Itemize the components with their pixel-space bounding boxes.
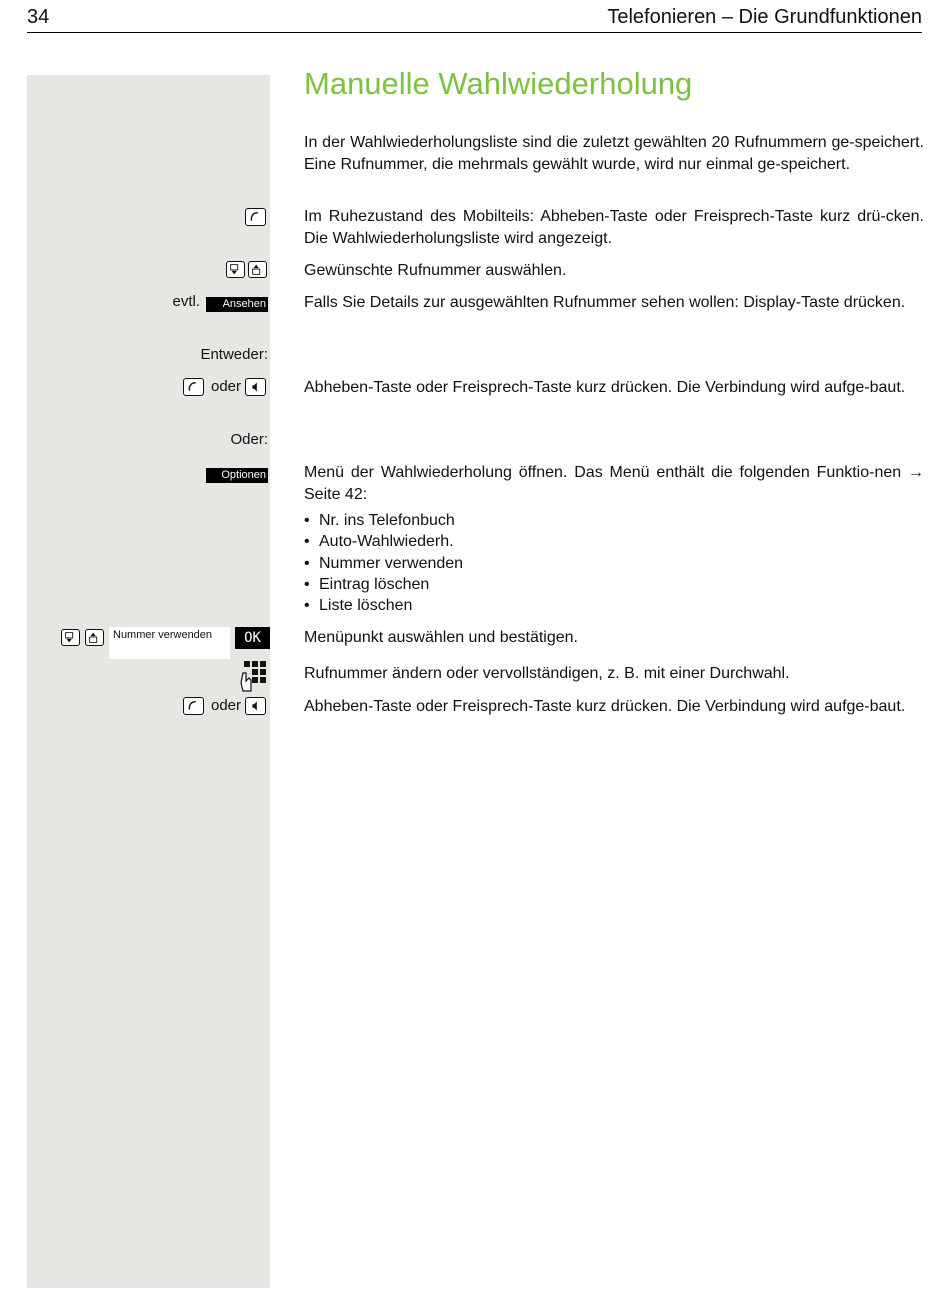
- step-text: Im Ruhezustand des Mobilteils: Abheben-Taste oder Freisprech-Taste kurz drü-cken. Die Wahlwiederholungsliste wird angezeigt.: [304, 208, 924, 247]
- oder-word: oder: [211, 378, 242, 395]
- evtl-label: evtl.: [172, 293, 200, 310]
- talk-key-icon: [245, 208, 266, 226]
- margin-column: [27, 75, 270, 1288]
- list-item: • Nummer verwenden: [304, 553, 463, 574]
- list-item: • Eintrag löschen: [304, 574, 463, 595]
- oder-label: Oder:: [230, 431, 268, 448]
- page-header: [27, 6, 922, 33]
- step-text: Gewünschte Rufnummer auswählen.: [304, 262, 567, 279]
- nav-down-icon: [226, 261, 245, 278]
- page-number: 34: [27, 6, 50, 28]
- section-title: Manuelle Wahlwiederholung: [304, 66, 693, 101]
- softkey-optionen[interactable]: Optionen: [206, 468, 268, 483]
- step-text: Abheben-Taste oder Freisprech-Taste kurz drücken. Die Verbindung wird aufge-baut.: [304, 379, 906, 396]
- talk-key-icon: [183, 378, 204, 396]
- oder-word: oder: [211, 697, 242, 714]
- step-text: Menü der Wahlwiederholung öffnen. Das Menü enthält die folgenden Funktio-nen → Seite 42:: [304, 464, 924, 503]
- step-text: Rufnummer ändern oder vervollständigen, z. B. mit einer Durchwahl.: [304, 665, 790, 682]
- softkey-ansehen[interactable]: Ansehen: [206, 297, 268, 312]
- intro-text: In der Wahlwiederholungsliste sind die zuletzt gewählten 20 Rufnummern ge-speichert. Eine Rufnummer, die mehrmals gewählt wurde, wird nur einmal ge-speichert.: [304, 134, 924, 173]
- speaker-key-icon: [245, 378, 266, 396]
- nav-up-icon: [248, 261, 267, 278]
- ok-softkey[interactable]: OK: [235, 627, 270, 649]
- entweder-label: Entweder:: [200, 346, 268, 363]
- nav-down-icon: [61, 629, 80, 646]
- speaker-key-icon: [245, 697, 266, 715]
- display-menu-field: Nummer verwenden: [109, 627, 230, 659]
- step-text: Menüpunkt auswählen und bestätigen.: [304, 629, 578, 646]
- talk-key-icon: [183, 697, 204, 715]
- menu-function-list: [304, 510, 463, 616]
- keypad-icon: [239, 661, 269, 693]
- list-item: • Auto-Wahlwiederh.: [304, 531, 463, 552]
- nav-up-icon: [85, 629, 104, 646]
- step-text: Abheben-Taste oder Freisprech-Taste kurz drücken. Die Verbindung wird aufge-baut.: [304, 698, 906, 715]
- step-text: Falls Sie Details zur ausgewählten Rufnummer sehen wollen: Display-Taste drücken.: [304, 294, 906, 311]
- list-item: • Nr. ins Telefonbuch: [304, 510, 463, 531]
- list-item: • Liste löschen: [304, 595, 463, 616]
- running-title: Telefonieren – Die Grundfunktionen: [607, 6, 922, 28]
